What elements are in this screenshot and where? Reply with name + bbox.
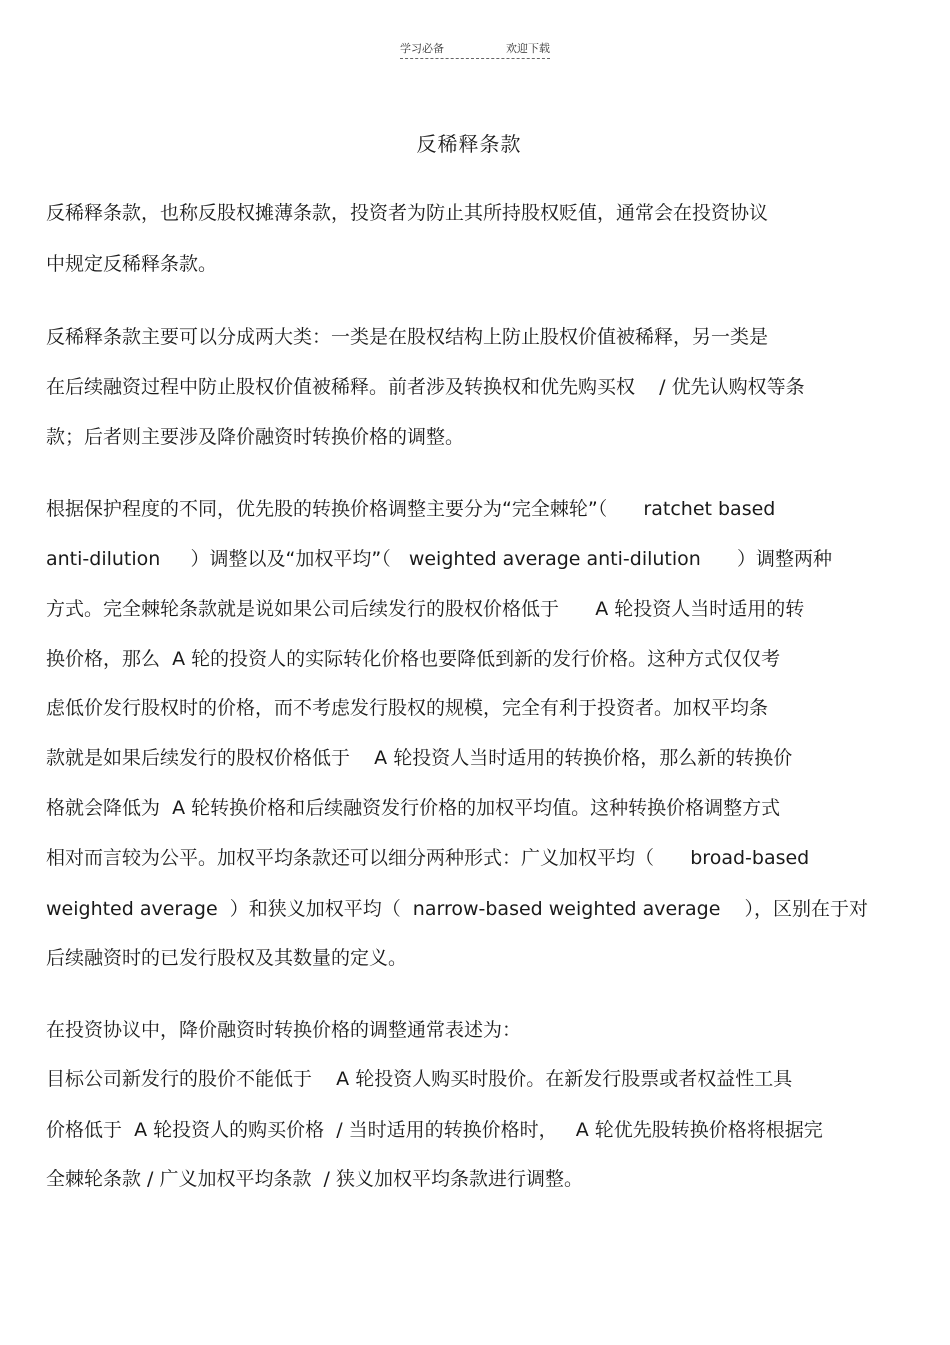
header-right-text: 欢迎下载: [506, 42, 550, 55]
text-line: 款；后者则主要涉及降价融资时转换价格的调整。: [46, 426, 465, 448]
page-title: 反稀释条款: [416, 132, 522, 156]
text-line: 方式。完全棘轮条款就是说如果公司后续发行的股权价格低于 A 轮投资人当时适用的转: [46, 598, 805, 620]
page-header: [0, 40, 950, 59]
text-line: 后续融资时的已发行股权及其数量的定义。: [46, 947, 408, 969]
text-line: anti-dilution ）调整以及“加权平均”（ weighted average anti-dilution ）调整两种: [46, 548, 833, 570]
text-line: 换价格，那么 A 轮的投资人的实际转化价格也要降低到新的发行价格。这种方式仅仅考: [46, 648, 781, 670]
text-line: 中规定反稀释条款。: [46, 253, 218, 275]
text-line: 虑低价发行股权时的价格，而不考虑发行股权的规模，完全有利于投资者。加权平均条: [46, 697, 769, 719]
text-line: weighted average ）和狭义加权平均（ narrow-based weighted average ），区别在于对: [46, 898, 869, 920]
text-line: 款就是如果后续发行的股权价格低于 A 轮投资人当时适用的转换价格，那么新的转换价: [46, 747, 793, 769]
header-banner: [400, 40, 550, 59]
text-line: 相对而言较为公平。加权平均条款还可以细分两种形式：广义加权平均（ broad-based: [46, 847, 810, 869]
header-left-text: 学习必备: [400, 42, 444, 55]
text-line: 在投资协议中，降价融资时转换价格的调整通常表述为：: [46, 1019, 522, 1041]
text-line: 格就会降低为 A 轮转换价格和后续融资发行价格的加权平均值。这种转换价格调整方式: [46, 797, 781, 819]
text-line: 价格低于 A 轮投资人的购买价格 / 当时适用的转换价格时， A 轮优先股转换价格将根据完: [46, 1119, 823, 1141]
text-line: 目标公司新发行的股价不能低于 A 轮投资人购买时股价。在新发行股票或者权益性工具: [46, 1068, 793, 1090]
text-line: 反稀释条款，也称反股权摊薄条款，投资者为防止其所持股权贬值，通常会在投资协议: [46, 202, 769, 224]
text-line: 反稀释条款主要可以分成两大类：一类是在股权结构上防止股权价值被稀释，另一类是: [46, 326, 769, 348]
text-line: 全棘轮条款 / 广义加权平均条款 / 狭义加权平均条款进行调整。: [46, 1168, 584, 1190]
text-line: 在后续融资过程中防止股权价值被稀释。前者涉及转换权和优先购买权 / 优先认购权等条: [46, 376, 805, 398]
text-line: 根据保护程度的不同，优先股的转换价格调整主要分为“完全棘轮”（ ratchet based: [46, 498, 776, 520]
